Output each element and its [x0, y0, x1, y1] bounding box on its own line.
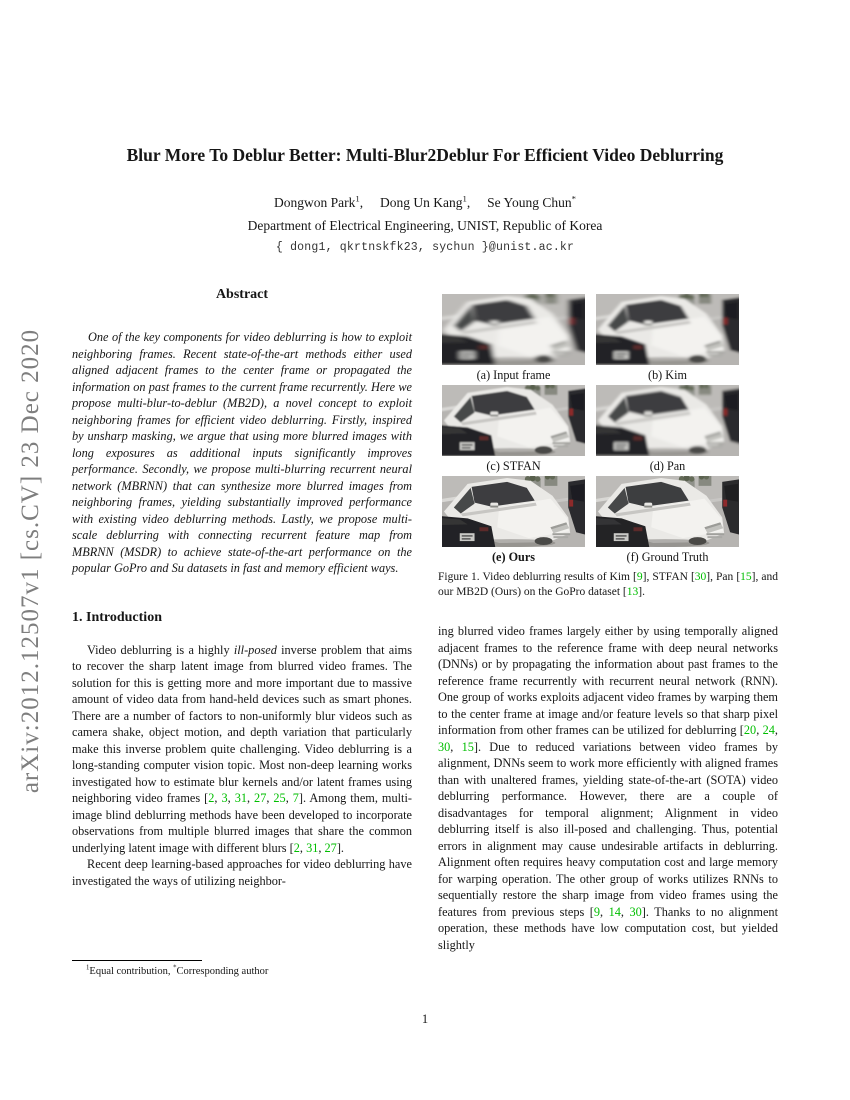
figure-panel-d [596, 385, 739, 476]
deblur-image-kim [596, 294, 739, 365]
footnote-rule [72, 960, 202, 961]
right-column [438, 294, 778, 953]
footnote-text: $^1$Equal contribution, *Corresponding author [86, 964, 269, 977]
panel-caption-d: (d) Pan [649, 459, 686, 473]
intro-paragraph-2: Recent deep learning-based approaches for video deblurring have investigated the ways of utilizing neighbor- [72, 857, 412, 888]
footnote [72, 960, 412, 978]
deblur-image-pan [596, 385, 739, 456]
figure-1-caption: Figure 1. Video deblurring results of Kim [9], STFAN [30], Pan [15], and our MB2D (Ours) on the GoPro dataset [13]. [438, 571, 778, 598]
deblur-image-ours [442, 476, 585, 547]
author-emails: { dong1, qkrtnskfk23, sychun }@unist.ac.kr [275, 241, 575, 254]
intro-paragraph-1: Video deblurring is a highly ill-posed inverse problem that aims to recover the sharp latent image from blurred video frames. The solution for this is getting more and more important due to massive amount of video data from hand-held devices such as smart phones. There are a number of factors to non-uniformly blur videos such as camera shake, object motion, and depth variation that particularly make this inverse problem quite challenging. Video deblurring is a long-standing computer vision topic. Most non-deep learning works investigated how to estimate blur kernels and/or latent frames using neighboring video frames [2, 3, 31, 27, 25, 7]. Among them, multi-image blind deblurring methods have been developed to incorporate observations from multiple blurred images that share the common underlying latent image with different blurs [2, 31, 27]. [72, 642, 412, 855]
left-column [72, 286, 412, 889]
panel-caption-e: (e) Ours [492, 550, 535, 564]
panel-caption-a: (a) Input frame [476, 368, 551, 382]
figure-panel-a [442, 294, 585, 385]
figure-panel-c [442, 385, 585, 476]
arxiv-stamp: arXiv:2012.12507v1 [cs.CV] 23 Dec 2020 [17, 328, 44, 794]
section-heading-introduction: 1. Introduction [72, 609, 162, 625]
authors-line: Dongwon Park$^1$, Dong Un Kang$^1$, Se Young Chun* [274, 193, 576, 210]
abstract-heading: Abstract [215, 287, 269, 302]
right-column-paragraph: ing blurred video frames largely either by using temporally aligned adjacent frames to the reference frame with deep neural networks (DNNs) or by propagating the information about past frames to the reference frame recurrently with recurrent neural network (RNN). One group of works exploits adjacent video frames by warping them to the center frame at image and/or feature levels so that sharp pixel information from other frames can be utilized for deblurring [20, 24, 30, 15]. Due to reduced variations between video frames by alignment, DNNs seem to work more efficiently with aligned frames than with unaltered frames, yielding state-of-the-art (SOTA) video deblurring performance. However, there are a couple of disadvantages for temporal alignment; Alignment in video deblurring itself is also ill-posed and challenging. Thus, potential errors in alignment may cause undesirable artifacts in deblurring. Alignment often requires heavy computation cost and large memory for warping operation. The other group of works utilizes RNNs to sequentially restore the sharp image from video frames using the features from previous steps [9, 14, 30]. Thanks to no alignment operation, these methods have low computation cost, but yielded slightly [438, 624, 778, 952]
affiliation: Department of Electrical Engineering, UNIST, Republic of Korea [247, 218, 603, 233]
page-number: 1 [421, 1012, 429, 1026]
panel-caption-b: (b) Kim [648, 368, 687, 382]
deblur-image-ground-truth [596, 476, 739, 547]
paper-title: Blur More To Deblur Better: Multi-Blur2Deblur For Efficient Video Deblurring [126, 145, 724, 165]
figure-panel-f [596, 476, 739, 567]
panel-caption-c: (c) STFAN [486, 459, 541, 473]
figure-panel-b [596, 294, 739, 385]
figure-panel-e [442, 476, 585, 567]
deblur-image-input [442, 294, 585, 365]
deblur-image-stfan [442, 385, 585, 456]
figure-1-grid [442, 294, 778, 567]
abstract-text: One of the key components for video deblurring is how to exploit neighboring frames. Recent state-of-the-art methods either used aligned adjacent frames to the center frame or propagated the information on past frames to the current frame recurrently. Here we propose multi-blur-to-deblur (MB2D), a novel concept to exploit neighboring frames for efficient video deblurring. Firstly, inspired by unsharp masking, we argue that using more blurred images with long exposures as additional inputs significantly improves performance. Secondly, we propose multi-blurring recurrent neural network (MBRNN) that can synthesize more blurred images from neighboring frames, yielding substantially improved performance with existing video deblurring methods. Lastly, we propose multi-scale deblurring with connecting recurrent feature map from MBRNN (MSDR) to achieve state-of-the-art performance on the popular GoPro and Su datasets in fast and memory efficient ways. [72, 330, 412, 575]
panel-caption-f: (f) Ground Truth [626, 550, 709, 564]
